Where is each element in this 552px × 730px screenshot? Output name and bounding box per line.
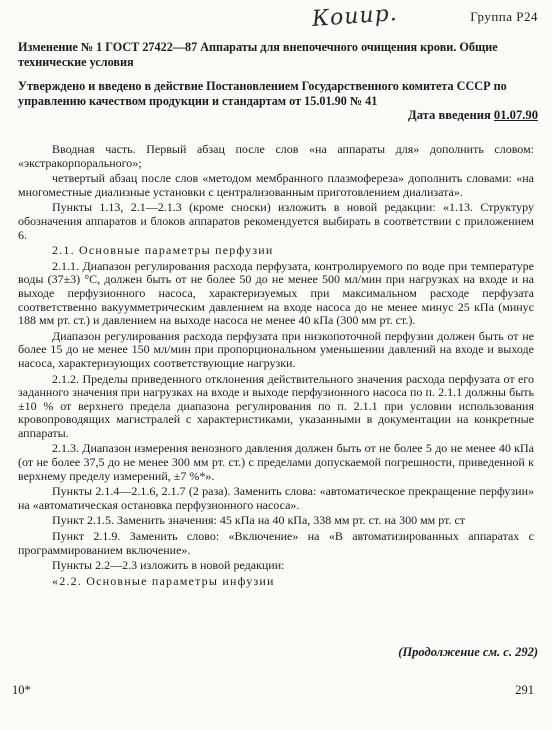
handwritten-mark: Коиир.	[311, 1, 399, 32]
page-number: 291	[515, 683, 534, 697]
continuation-note: (Продолжение см. с. 292)	[398, 645, 538, 659]
amendment-title: Изменение № 1 ГОСТ 27422—87 Аппараты для внепочечного очищения крови. Общие технические условия	[18, 40, 498, 69]
paragraph: 2.1.2. Пределы приведенного отклонения действительного значения расхода перфузата от его заданного значения при нагрузках на входе и выходе перфузионного насоса по п. 2.1.1 должны быть ±10 % от верхнего предела диапазона регулирования по п. 2.1.1 при условии использования кровопроводящих магистралей с характеристиками, указанными в документации на конкретные аппараты.	[18, 371, 534, 440]
paragraph: Пункт 2.1.9. Заменить слово: «Включение» на «В автоматизированных аппаратах с программированием включение».	[18, 529, 534, 557]
paragraph: Пункты 2.2—2.3 изложить в новой редакции:	[52, 558, 285, 573]
section-heading: 2.1. Основные параметры перфузии	[52, 243, 274, 258]
paragraph: 2.1.3. Диапазон измерения венозного давления должен быть от не более 5 до не менее 40 кПа (от не более 37,5 до не менее 300 мм рт. ст.) с пределами допускаемой погрешности, приведенной к верхнему пределу измерений, ±7 %*».	[18, 441, 534, 483]
footer-signature: 10*	[12, 683, 31, 697]
paragraph: Вводная часть. Первый абзац после слов «на аппараты для» дополнить словом: «экстракорпорального»;	[18, 142, 534, 170]
approval-statement: Утверждено и введено в действие Постановлением Государственного комитета СССР по управлению качеством продукции и стандартам от 15.01.90 № 41	[18, 79, 507, 108]
paragraph: Диапазон регулирования расхода перфузата при низкопоточной перфузии должен быть от не более 15 до не менее 150 мл/мин при пропорциональном уменьшении давлений на входе и выходе насоса, характеризующих соответствующие нагрузки.	[18, 328, 534, 370]
paragraph: Пункты 2.1.4—2.1.6, 2.1.7 (2 раза). Заменить слова: «автоматическое прекращение перфузии» на «автоматическая остановка перфузионного насоса».	[18, 484, 534, 512]
group-label: Группа Р24	[470, 9, 538, 24]
document-body	[18, 143, 534, 590]
paragraph: Пункт 2.1.5. Заменить значения: 45 кПа на 40 кПа, 338 мм рт. ст. на 300 мм рт. ст	[52, 513, 466, 528]
effective-date	[408, 108, 538, 123]
paragraph: четвертый абзац после слов «методом мембранного плазмофереза» дополнить словами: «на многоместные диализные установки с централизованным приготовлением диализата».	[18, 171, 534, 199]
section-heading: «2.2. Основные параметры инфузии	[52, 573, 275, 588]
paragraph: 2.1.1. Диапазон регулирования расхода перфузата, контролируемого по воде при температуре воды (37±3) °С, должен быть от не более 50 до не менее 500 мл/мин при нагрузках на входе и на выходе перфузионного насоса, характеризуемых при максимальном расходе перфузата соответственно вакуумметрическим давлением на входе насоса до не менее минус 25 кПа (минус 188 мм рт. ст.) и давлением на выходе насоса не менее 40 кПа (300 мм рт. ст.).	[18, 258, 534, 328]
date-label: Дата введения	[408, 108, 494, 122]
date-value: 01.07.90	[493, 108, 538, 122]
paragraph: Пункты 1.13, 2.1—2.1.3 (кроме сноски) изложить в новой редакции: «1.13. Структуру обозначения аппаратов и блоков аппаратов рекомендуется выбирать в соответствии с приложением 6.	[18, 200, 534, 242]
document-header	[18, 40, 538, 109]
